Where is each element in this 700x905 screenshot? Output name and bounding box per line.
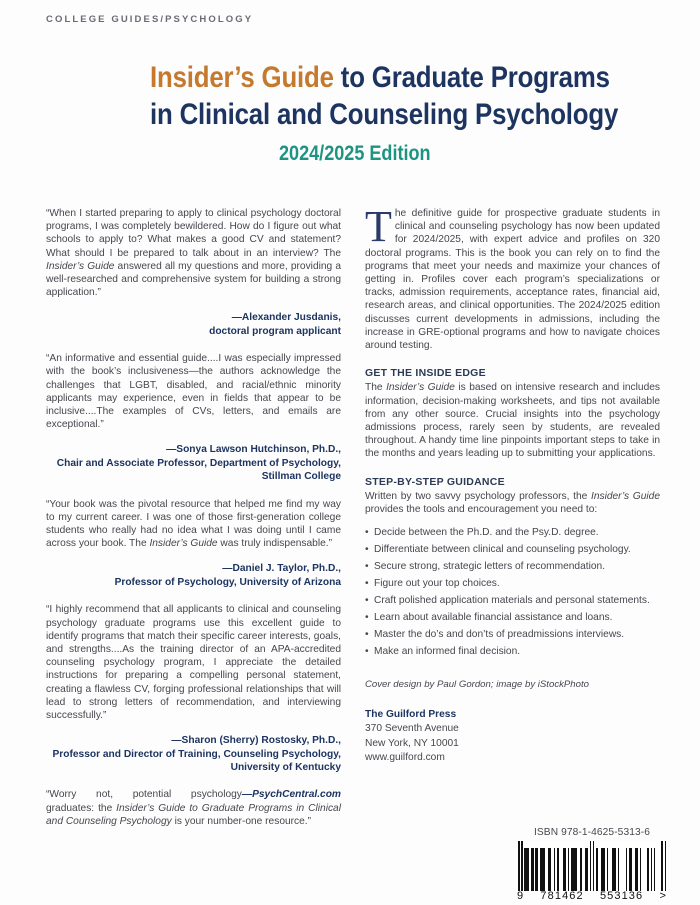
barcode-digit-group-2: 553136	[599, 890, 644, 902]
testimonial-3	[46, 498, 341, 551]
drop-cap-letter: T	[365, 202, 392, 251]
testimonial-1-attribution	[46, 311, 341, 338]
attribution-line: Chair and Associate Professor, Department of Psychology,	[56, 457, 341, 469]
testimonial-3-attribution	[46, 562, 341, 589]
edition-label: 2024/2025 Edition	[279, 142, 431, 166]
list-item: • Craft polished application materials and personal statements.	[365, 594, 660, 608]
review-text-b: is your number-one resource.”	[171, 815, 312, 827]
testimonial-1	[46, 207, 341, 299]
main-description-text: he definitive guide for prospective graduate students in clinical and counseling psychology has now been updated for 2024/2025, with expert advice and profiles on 320 doctoral programs. This is the book you can rely on to find the programs that meet your needs and maximize your chances of getting in. Profiles cover each program’s specializations or tracks, admission requirements, acceptance rates, financial aid, research areas, and clinical opportunities. The 2024/2025 edition discusses current developments in admissions, including the increase in GRE-optional programs and how to navigate choices around testing.	[365, 208, 660, 352]
main-description	[365, 202, 660, 352]
section-0-text-b: is based on intensive research and includes information, decision-making worksheets, and tips not available from any other source. Crucial insights into the psychology admissions process, rarely seen by students, are revealed throughout. A handy time line pinpoints important steps to take in the months and years leading up to submitting your applications.	[365, 382, 660, 460]
isbn-block	[516, 827, 668, 902]
list-item: • Make an informed final decision.	[365, 645, 660, 659]
review-attribution: —PsychCentral.com	[241, 789, 341, 801]
section-0-text-a: The	[365, 382, 387, 394]
section-1-text-b: provides the tools and encouragement you need to:	[365, 504, 598, 516]
cover-design-credit: Cover design by Paul Gordon; image by iStockPhoto	[365, 678, 589, 690]
attribution-line: University of Kentucky	[230, 761, 341, 773]
title-line-1	[150, 60, 610, 97]
section-body-step-by-step	[365, 490, 660, 516]
testimonial-1-italic: Insider’s Guide	[46, 260, 115, 272]
testimonial-2-text-a: “An informative and essential guide....I was especially impressed with the book’s inclusiveness—the authors acknowledge the challenges that LGBT, disabled, and racial/ethnic minority applicants may experience, even in fields that appear to be inclusive....The examples of CVs, letters, and emails are exceptional.”	[46, 353, 341, 431]
testimonial-2-attribution	[46, 443, 341, 483]
attribution-line: —Sharon (Sherry) Rostosky, Ph.D.,	[171, 735, 341, 747]
barcode-digits	[516, 890, 668, 902]
testimonial-4	[46, 603, 341, 722]
testimonial-3-text-a: “Your book was the pivotal resource that helped me find my way to my current career. I was one of those first-generation college students who really had no idea what I was doing until I came across your book. The	[46, 498, 341, 550]
list-item: • Differentiate between clinical and counseling psychology.	[365, 543, 660, 557]
section-1-italic: Insider’s Guide	[591, 490, 660, 502]
barcode-digit-right: >	[659, 890, 667, 902]
barcode-digit-left: 9	[517, 890, 525, 902]
list-item: • Decide between the Ph.D. and the Psy.D. degree.	[365, 526, 660, 540]
testimonial-2	[46, 352, 341, 431]
section-body-inside-edge	[365, 381, 660, 460]
attribution-line: Stillman College	[261, 471, 341, 483]
review-text-a: “Worry not, potential psychology graduates: the	[46, 789, 242, 814]
review-quote-psychcentral	[46, 788, 341, 828]
benefits-list	[365, 526, 660, 659]
testimonial-3-italic: Insider’s Guide	[149, 538, 218, 550]
publisher-city: New York, NY 10001	[365, 737, 459, 749]
section-0-italic: Insider’s Guide	[386, 382, 455, 394]
testimonial-4-attribution	[46, 734, 341, 774]
list-item: • Master the do’s and don’ts of preadmissions interviews.	[365, 628, 660, 642]
testimonial-1-text-a: “When I started preparing to apply to clinical psychology doctoral programs, I was completely bewildered. How do I figure out what schools to apply to? What makes a good CV and statement? What should I be prepared to talk about in an interview? The	[46, 208, 341, 259]
section-heading-inside-edge: GET THE INSIDE EDGE	[365, 367, 486, 380]
publisher-info	[365, 708, 660, 765]
description-column	[365, 202, 660, 765]
testimonial-4-text-a: “I highly recommend that all applicants to clinical and counseling psychology graduate programs use this excellent guide to identify programs that match their specific career interests, goals, and strengths....As the training director of an APA-accredited counseling psychology program, I appreciate the detailed instructions for preparing a compelling personal statement, creating a flawless CV, forging professional relationships that will lead to strong letters of recommendation, and interviewing successfully.”	[46, 604, 341, 721]
section-heading-step-by-step: STEP-BY-STEP GUIDANCE	[365, 475, 505, 488]
testimonial-1-text-b: answered all my questions and more, providing a well-researched and comprehensive system for building a strong application.”	[46, 260, 341, 299]
section-1-text-a: Written by two savvy psychology professors, the	[365, 490, 591, 502]
testimonial-3-text-b: was truly indispensable.”	[217, 538, 332, 550]
review-italic-title: Insider’s Guide to Graduate Programs in Clinical and Counseling Psychology	[46, 802, 341, 827]
attribution-line: —Daniel J. Taylor, Ph.D.,	[222, 563, 341, 575]
attribution-line: —Alexander Jusdanis,	[231, 312, 341, 324]
category-kicker: COLLEGE GUIDES/PSYCHOLOGY	[46, 14, 254, 25]
list-item: • Learn about available financial assistance and loans.	[365, 611, 660, 625]
title-line-2: in Clinical and Counseling Psychology	[150, 97, 619, 131]
publisher-website[interactable]: www.guilford.com	[365, 751, 445, 763]
publisher-street: 370 Seventh Avenue	[365, 723, 459, 735]
list-item: • Figure out your top choices.	[365, 577, 660, 591]
attribution-line: Professor of Psychology, University of Arizona	[114, 576, 341, 588]
testimonials-column	[46, 207, 341, 828]
barcode-digit-group-1: 781462	[540, 890, 584, 902]
publisher-name: The Guilford Press	[365, 709, 457, 721]
barcode-image	[516, 841, 668, 891]
title-line-1-rest: to Graduate Programs	[333, 61, 610, 94]
attribution-line: —Sonya Lawson Hutchinson, Ph.D.,	[166, 444, 341, 456]
title-block	[150, 60, 660, 166]
title-accent-text: Insider’s Guide	[150, 61, 334, 94]
list-item: • Secure strong, strategic letters of recommendation.	[365, 560, 660, 574]
attribution-line: Professor and Director of Training, Counseling Psychology,	[52, 748, 341, 760]
attribution-line: doctoral program applicant	[209, 325, 341, 337]
isbn-label: ISBN 978-1-4625-5313-6	[533, 827, 651, 838]
